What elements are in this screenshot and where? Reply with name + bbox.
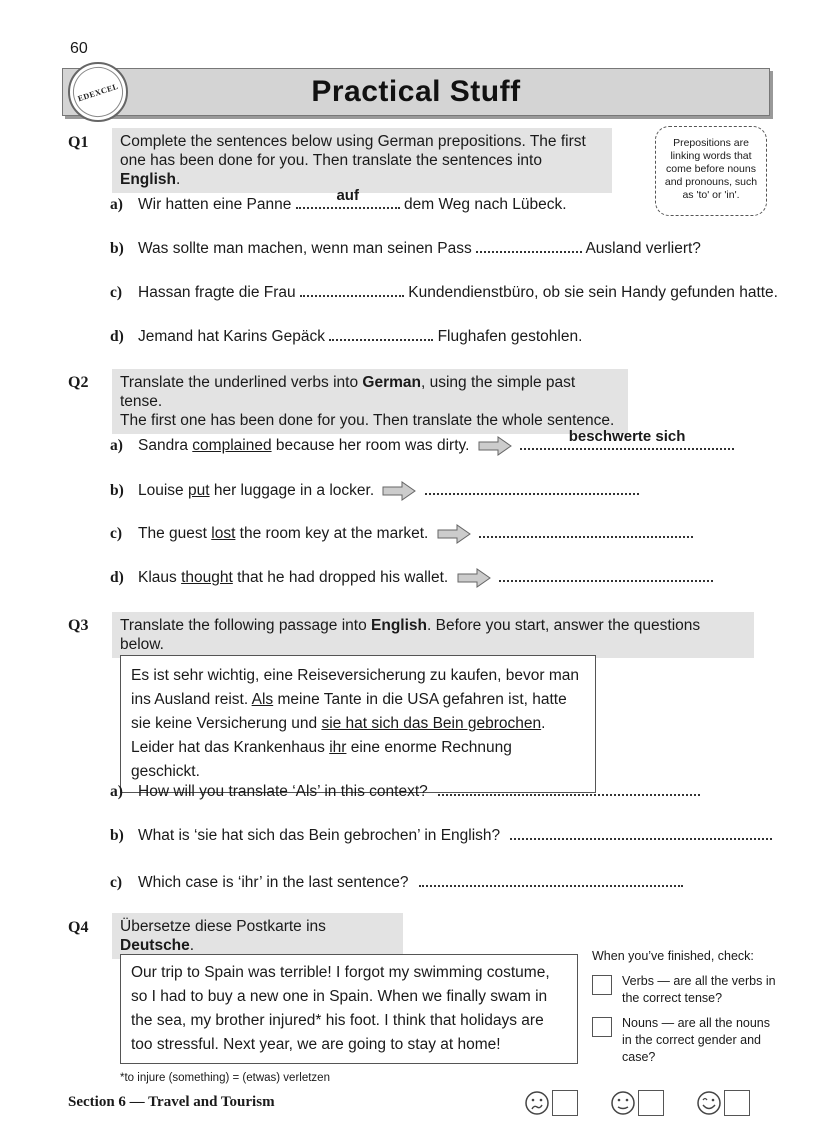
rating-neutral bbox=[610, 1090, 664, 1116]
q3-number: Q3 bbox=[68, 617, 89, 634]
q1-instruction: Complete the sentences below using German prepositions. The first one has been done for you. Then translate the sentences into English. bbox=[112, 128, 612, 193]
title-bar bbox=[62, 68, 770, 116]
q1-answer-field-c[interactable] bbox=[300, 281, 404, 297]
arrow-right-icon bbox=[457, 568, 491, 588]
q3-answer-field-a[interactable] bbox=[438, 780, 700, 796]
badge-label: EDEXCEL bbox=[66, 60, 129, 123]
q3-instruction: Translate the following passage into English. Before you start, answer the questions below. bbox=[112, 612, 754, 658]
q1-answer-field-a[interactable]: auf bbox=[296, 193, 400, 209]
q2-answer-field-c[interactable] bbox=[479, 522, 693, 538]
check-checkbox-verbs[interactable] bbox=[592, 975, 612, 995]
q3-answer-field-b[interactable] bbox=[510, 824, 772, 840]
q2-answer-field-a[interactable]: beschwerte sich bbox=[520, 434, 734, 450]
q4-number: Q4 bbox=[68, 919, 89, 936]
q2-item-c: c) The guest lost the room key at the market. bbox=[110, 522, 693, 544]
check-item-verbs: Verbs — are all the verbs in the correct tense? bbox=[592, 973, 782, 1007]
q1-number: Q1 bbox=[68, 134, 89, 151]
q2-item-b: b) Louise put her luggage in a locker. bbox=[110, 479, 639, 501]
rating-box-happy[interactable] bbox=[724, 1090, 750, 1116]
tip-bubble: Prepositions are linking words that come before nouns and pronouns, such as 'to' or 'in'. bbox=[655, 126, 767, 216]
q2-item-d: d) Klaus thought that he had dropped his wallet. bbox=[110, 566, 713, 588]
arrow-right-icon bbox=[437, 524, 471, 544]
q3-item-a: a) How will you translate ‘Als’ in this context? bbox=[110, 780, 700, 801]
q2-answer-field-d[interactable] bbox=[499, 566, 713, 582]
q2-instruction: Translate the underlined verbs into German, using the simple past tense. The first one has been done for you. Then translate the whole sentence. bbox=[112, 369, 628, 434]
q1-item-a: a) Wir hatten eine Panne auf dem Weg nach Lübeck. bbox=[110, 187, 567, 213]
q1-item-c: c) Hassan fragte die Frau Kundendienstbüro, ob sie sein Handy gefunden hatte. bbox=[110, 281, 778, 302]
sad-face-icon bbox=[524, 1090, 550, 1116]
q2-number: Q2 bbox=[68, 374, 89, 391]
q1-answer-field-d[interactable] bbox=[329, 325, 433, 341]
q2-answer-field-b[interactable] bbox=[425, 479, 639, 495]
page-title: Practical Stuff bbox=[311, 75, 521, 108]
q3-passage: Es ist sehr wichtig, eine Reiseversicherung zu kaufen, bevor man ins Ausland reist. Als meine Tante in die USA gefahren ist, hatte sie keine Versicherung und sie hat sich das Bein gebrochen. Leider hat das Krankenhaus ihr eine enorme Rechnung geschickt. bbox=[120, 655, 596, 793]
arrow-right-icon bbox=[382, 481, 416, 501]
rating-box-neutral[interactable] bbox=[638, 1090, 664, 1116]
happy-face-icon bbox=[696, 1090, 722, 1116]
check-heading: When you’ve finished, check: bbox=[592, 949, 754, 963]
q4-instruction: Übersetze diese Postkarte ins Deutsche. bbox=[112, 913, 403, 959]
page-number: 60 bbox=[70, 40, 88, 57]
rating-sad bbox=[524, 1090, 578, 1116]
check-panel bbox=[592, 948, 782, 1066]
section-footer: Section 6 — Travel and Tourism bbox=[68, 1094, 275, 1110]
rating-box-sad[interactable] bbox=[552, 1090, 578, 1116]
q3-item-c: c) Which case is ‘ihr’ in the last sentence? bbox=[110, 871, 683, 892]
q2-item-a: a) Sandra complained because her room was dirty. beschwerte sich bbox=[110, 434, 734, 456]
q3-item-b: b) What is ‘sie hat sich das Bein gebrochen’ in English? bbox=[110, 824, 772, 845]
footnote: *to injure (something) = (etwas) verletzen bbox=[120, 1072, 330, 1084]
q3-answer-field-c[interactable] bbox=[419, 871, 683, 887]
check-item-nouns: Nouns — are all the nouns in the correct gender and case? bbox=[592, 1015, 782, 1066]
neutral-face-icon bbox=[610, 1090, 636, 1116]
q4-postcard: Our trip to Spain was terrible! I forgot my swimming costume, so I had to buy a new one in Spain. When we finally swam in the sea, my brother injured* his foot. I think that holidays are too stressful. Next year, we are going to stay at home! bbox=[120, 954, 578, 1064]
check-checkbox-nouns[interactable] bbox=[592, 1017, 612, 1037]
edexcel-badge-icon bbox=[68, 62, 128, 122]
rating-happy bbox=[696, 1090, 750, 1116]
q1-item-d: d) Jemand hat Karins Gepäck Flughafen gestohlen. bbox=[110, 325, 582, 346]
q1-item-b: b) Was sollte man machen, wenn man seinen Pass Ausland verliert? bbox=[110, 237, 701, 258]
q1-answer-field-b[interactable] bbox=[476, 237, 582, 253]
arrow-right-icon bbox=[478, 436, 512, 456]
